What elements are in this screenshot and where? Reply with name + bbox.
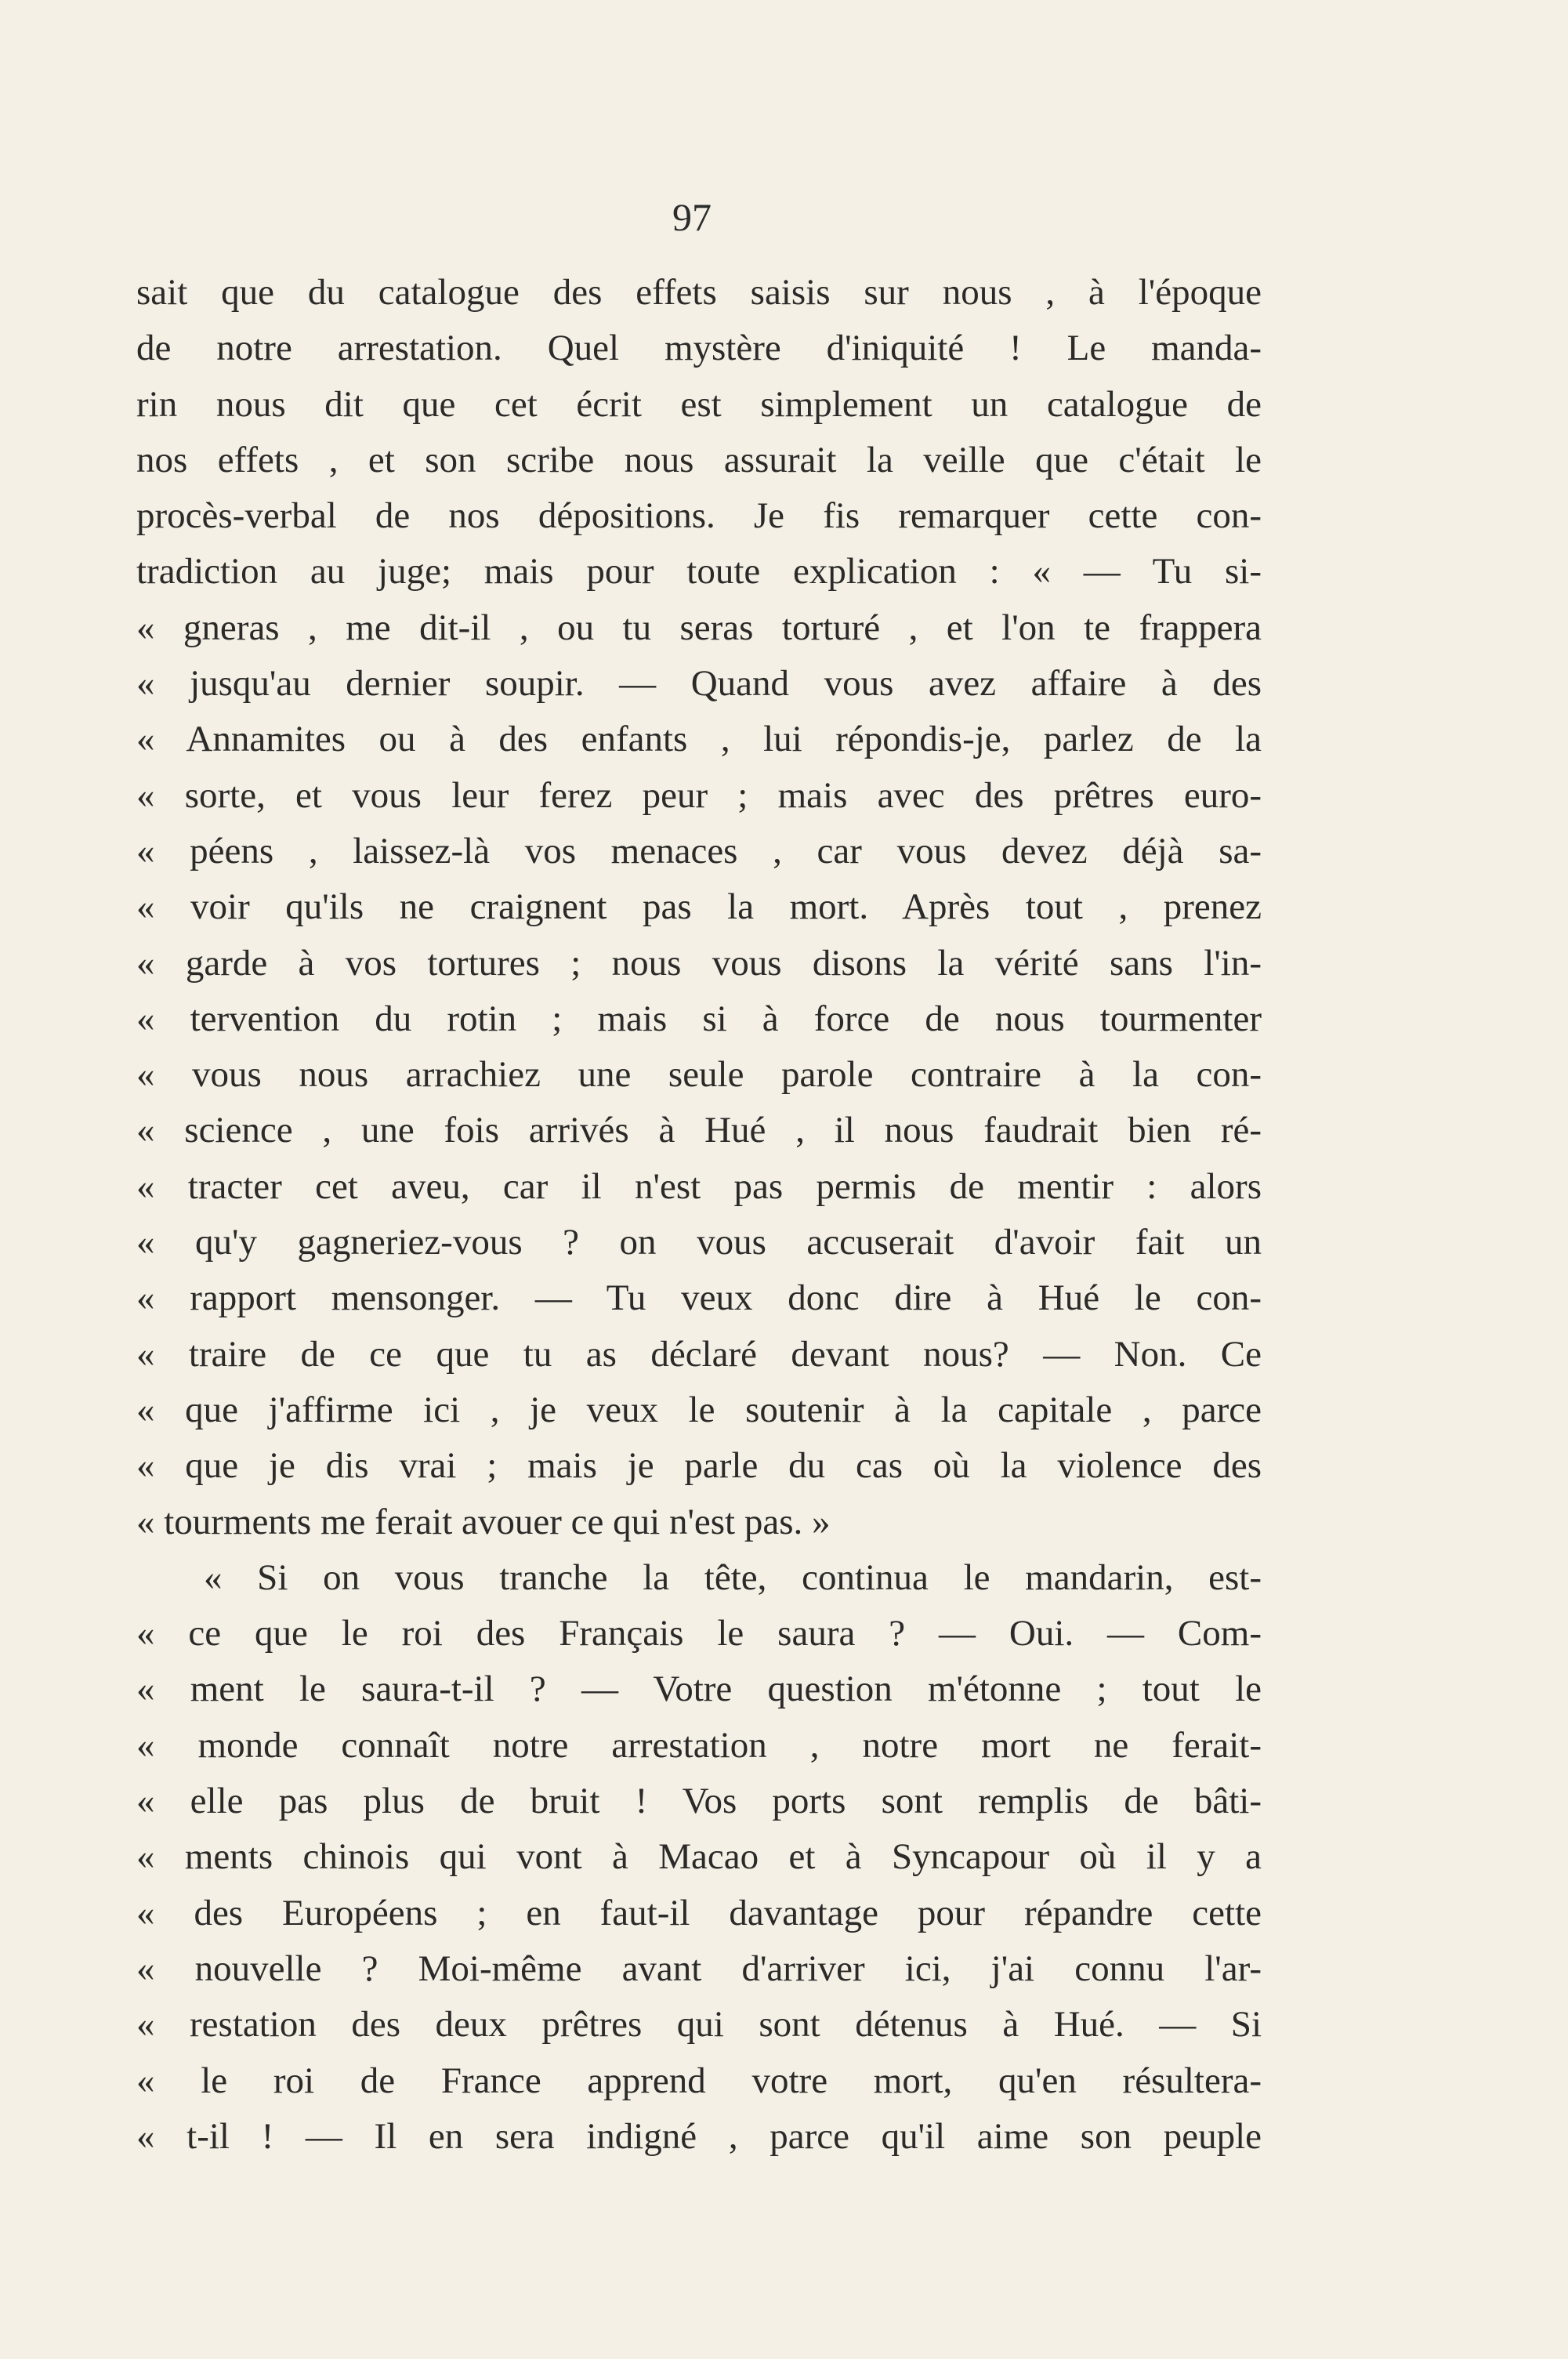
body-text (136, 265, 1262, 2165)
text-line: « gneras , me dit-il , ou tu seras torturé , et l'on te frappera (136, 607, 1262, 648)
text-line: « traire de ce que tu as déclaré devant nous? — Non. Ce (136, 1333, 1262, 1375)
text-line: « Si on vous tranche la tête, continua le mandarin, est- (204, 1556, 1262, 1598)
page-number: 97 (672, 195, 712, 239)
text-line: « tervention du rotin ; mais si à force de nous tourmenter (136, 998, 1262, 1039)
text-line: « rapport mensonger. — Tu veux donc dire à Hué le con- (136, 1277, 1262, 1319)
text-line: « tourments me ferait avouer ce qui n'est pas. » (136, 1501, 831, 1542)
text-line: « péens , laissez-là vos menaces , car vous devez déjà sa- (136, 830, 1262, 871)
text-line: nos effets , et son scribe nous assurait la veille que c'était le (136, 439, 1262, 480)
text-line: « tracter cet aveu, car il n'est pas permis de mentir : alors (136, 1165, 1262, 1207)
text-line: « sorte, et vous leur ferez peur ; mais avec des prêtres euro- (136, 774, 1262, 816)
text-line: « Annamites ou à des enfants , lui répondis-je, parlez de la (136, 719, 1262, 760)
text-line: « restation des deux prêtres qui sont détenus à Hué. — Si (136, 2004, 1262, 2046)
text-line: « que j'affirme ici , je veux le soutenir à la capitale , parce (136, 1389, 1262, 1430)
text-line: tradiction au juge; mais pour toute explication : « — Tu si- (136, 551, 1262, 592)
text-line: de notre arrestation. Quel mystère d'iniquité ! Le manda- (136, 328, 1262, 369)
text-line: « qu'y gagneriez-vous ? on vous accuserait d'avoir fait un (136, 1222, 1262, 1263)
text-line: « science , une fois arrivés à Hué , il nous faudrait bien ré- (136, 1110, 1262, 1151)
text-line: procès-verbal de nos dépositions. Je fis remarquer cette con- (136, 495, 1262, 537)
text-line: « nouvelle ? Moi-même avant d'arriver ici, j'ai connu l'ar- (136, 1948, 1262, 1989)
text-line: « garde à vos tortures ; nous vous disons la vérité sans l'in- (136, 942, 1262, 984)
text-line: sait que du catalogue des effets saisis sur nous , à l'époque (136, 272, 1262, 313)
text-line: « voir qu'ils ne craignent pas la mort. Après tout , prenez (136, 886, 1262, 928)
text-line: « vous nous arrachiez une seule parole contraire à la con- (136, 1054, 1262, 1096)
text-line: « des Européens ; en faut-il davantage pour répandre cette (136, 1892, 1262, 1933)
text-line: « ment le saura-t-il ? — Votre question m'étonne ; tout le (136, 1669, 1262, 1710)
text-line: « ments chinois qui vont à Macao et à Syncapour où il y a (136, 1836, 1262, 1878)
text-line: « ce que le roi des Français le saura ? — Oui. — Com- (136, 1613, 1262, 1654)
text-line: « le roi de France apprend votre mort, qu'en résultera- (136, 2060, 1262, 2101)
text-line: « monde connaît notre arrestation , notre mort ne ferait- (136, 1724, 1262, 1766)
text-line: « elle pas plus de bruit ! Vos ports sont remplis de bâti- (136, 1781, 1262, 1822)
text-line: « que je dis vrai ; mais je parle du cas où la violence des (136, 1445, 1262, 1487)
text-line: « t-il ! — Il en sera indigné , parce qu'il aime son peuple (136, 2115, 1262, 2157)
text-line: rin nous dit que cet écrit est simplement un catalogue de (136, 383, 1262, 425)
text-line: « jusqu'au dernier soupir. — Quand vous avez affaire à des (136, 663, 1262, 705)
